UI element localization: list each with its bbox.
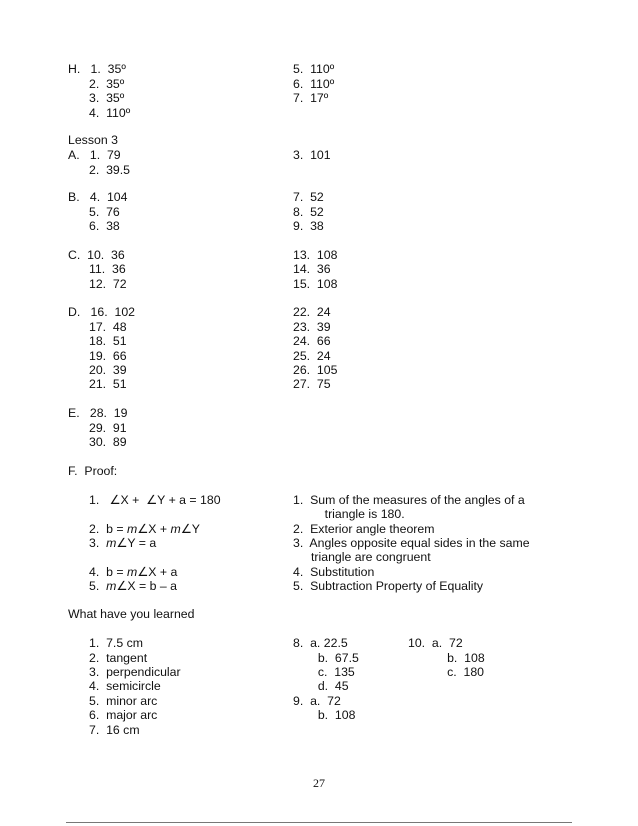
answer-line: 13. 108 [293, 248, 338, 262]
answer-line: 30. 89 [89, 435, 127, 449]
answer-line: 11. 36 [89, 262, 126, 276]
answer-line: 5. Subtraction Property of Equality [293, 579, 484, 593]
answer-line: 9. a. 72 [293, 694, 341, 708]
answer-line: B. 4. 104 [68, 190, 128, 204]
answer-line: 3. 101 [293, 148, 331, 162]
answer-line: 2. 35º [89, 77, 125, 91]
answer-line: F. Proof: [68, 464, 118, 478]
answer-line: 4. semicircle [89, 679, 161, 693]
answer-line: 2. tangent [89, 651, 148, 665]
answer-line: 10. a. 72 [408, 636, 463, 650]
answer-line: 6. 38 [89, 219, 120, 233]
answer-line: 6. major arc [89, 708, 158, 722]
answer-line: 3. 35º [89, 91, 125, 105]
answer-line: 14. 36 [293, 262, 331, 276]
answer-line: 8. 52 [293, 205, 324, 219]
answer-line: 1. Sum of the measures of the angles of a [293, 493, 525, 507]
page-number: 27 [313, 776, 325, 790]
answer-line: What have you learned [68, 607, 195, 621]
answer-line: triangle is 180. [311, 507, 405, 521]
answer-line: 7. 16 cm [89, 723, 140, 737]
footer-rule [66, 822, 572, 823]
answer-line: 5. 76 [89, 205, 120, 219]
answer-line: 20. 39 [89, 363, 127, 377]
answer-line: 21. 51 [89, 377, 127, 391]
answer-line: 2. Exterior angle theorem [293, 522, 435, 536]
answer-line: 15. 108 [293, 277, 338, 291]
answer-line: b. 67.5 [311, 651, 359, 665]
answer-line: 18. 51 [89, 334, 127, 348]
answer-line: 26. 105 [293, 363, 338, 377]
answer-line: 29. 91 [89, 421, 127, 435]
answer-line: 9. 38 [293, 219, 324, 233]
answer-line: H. 1. 35º [68, 62, 126, 76]
answer-line: b. 108 [430, 651, 485, 665]
answer-line: 24. 66 [293, 334, 331, 348]
answer-line: c. 135 [311, 665, 355, 679]
answer-line: Lesson 3 [68, 133, 118, 147]
answer-line: triangle are congruent [311, 550, 431, 564]
answer-line: 5. minor arc [89, 694, 158, 708]
answer-line: 4. 110º [89, 106, 131, 120]
answer-line: 27. 75 [293, 377, 331, 391]
answer-line: C. 10. 36 [68, 248, 125, 262]
answer-line: c. 180 [430, 665, 484, 679]
answer-line: d. 45 [311, 679, 349, 693]
answer-line: 3. m∠Y = a [89, 536, 157, 550]
answer-line: 1. ∠X + ∠Y + a = 180 [89, 493, 221, 507]
answer-line: 1. 7.5 cm [89, 636, 143, 650]
answer-line: 3. Angles opposite equal sides in the same [293, 536, 530, 550]
answer-line: 6. 110º [293, 77, 335, 91]
answer-line: 4. Substitution [293, 565, 375, 579]
answer-line: 5. m∠X = b – a [89, 579, 177, 593]
answer-line: 2. b = m∠X + m∠Y [89, 522, 200, 536]
answer-line: 17. 48 [89, 320, 127, 334]
answer-line: b. 108 [311, 708, 356, 722]
answer-line: 8. a. 22.5 [293, 636, 348, 650]
answer-line: 22. 24 [293, 305, 331, 319]
answer-line: 12. 72 [89, 277, 127, 291]
answer-line: 25. 24 [293, 349, 331, 363]
answer-line: A. 1. 79 [68, 148, 121, 162]
answer-line: 19. 66 [89, 349, 127, 363]
answer-line: D. 16. 102 [68, 305, 135, 319]
answer-line: 3. perpendicular [89, 665, 181, 679]
answer-line: 5. 110º [293, 62, 335, 76]
answer-line: 4. b = m∠X + a [89, 565, 178, 579]
answer-line: 23. 39 [293, 320, 331, 334]
answer-line: 2. 39.5 [89, 163, 131, 177]
answer-line: 7. 52 [293, 190, 324, 204]
answer-line: E. 28. 19 [68, 406, 128, 420]
answer-line: 7. 17º [293, 91, 329, 105]
